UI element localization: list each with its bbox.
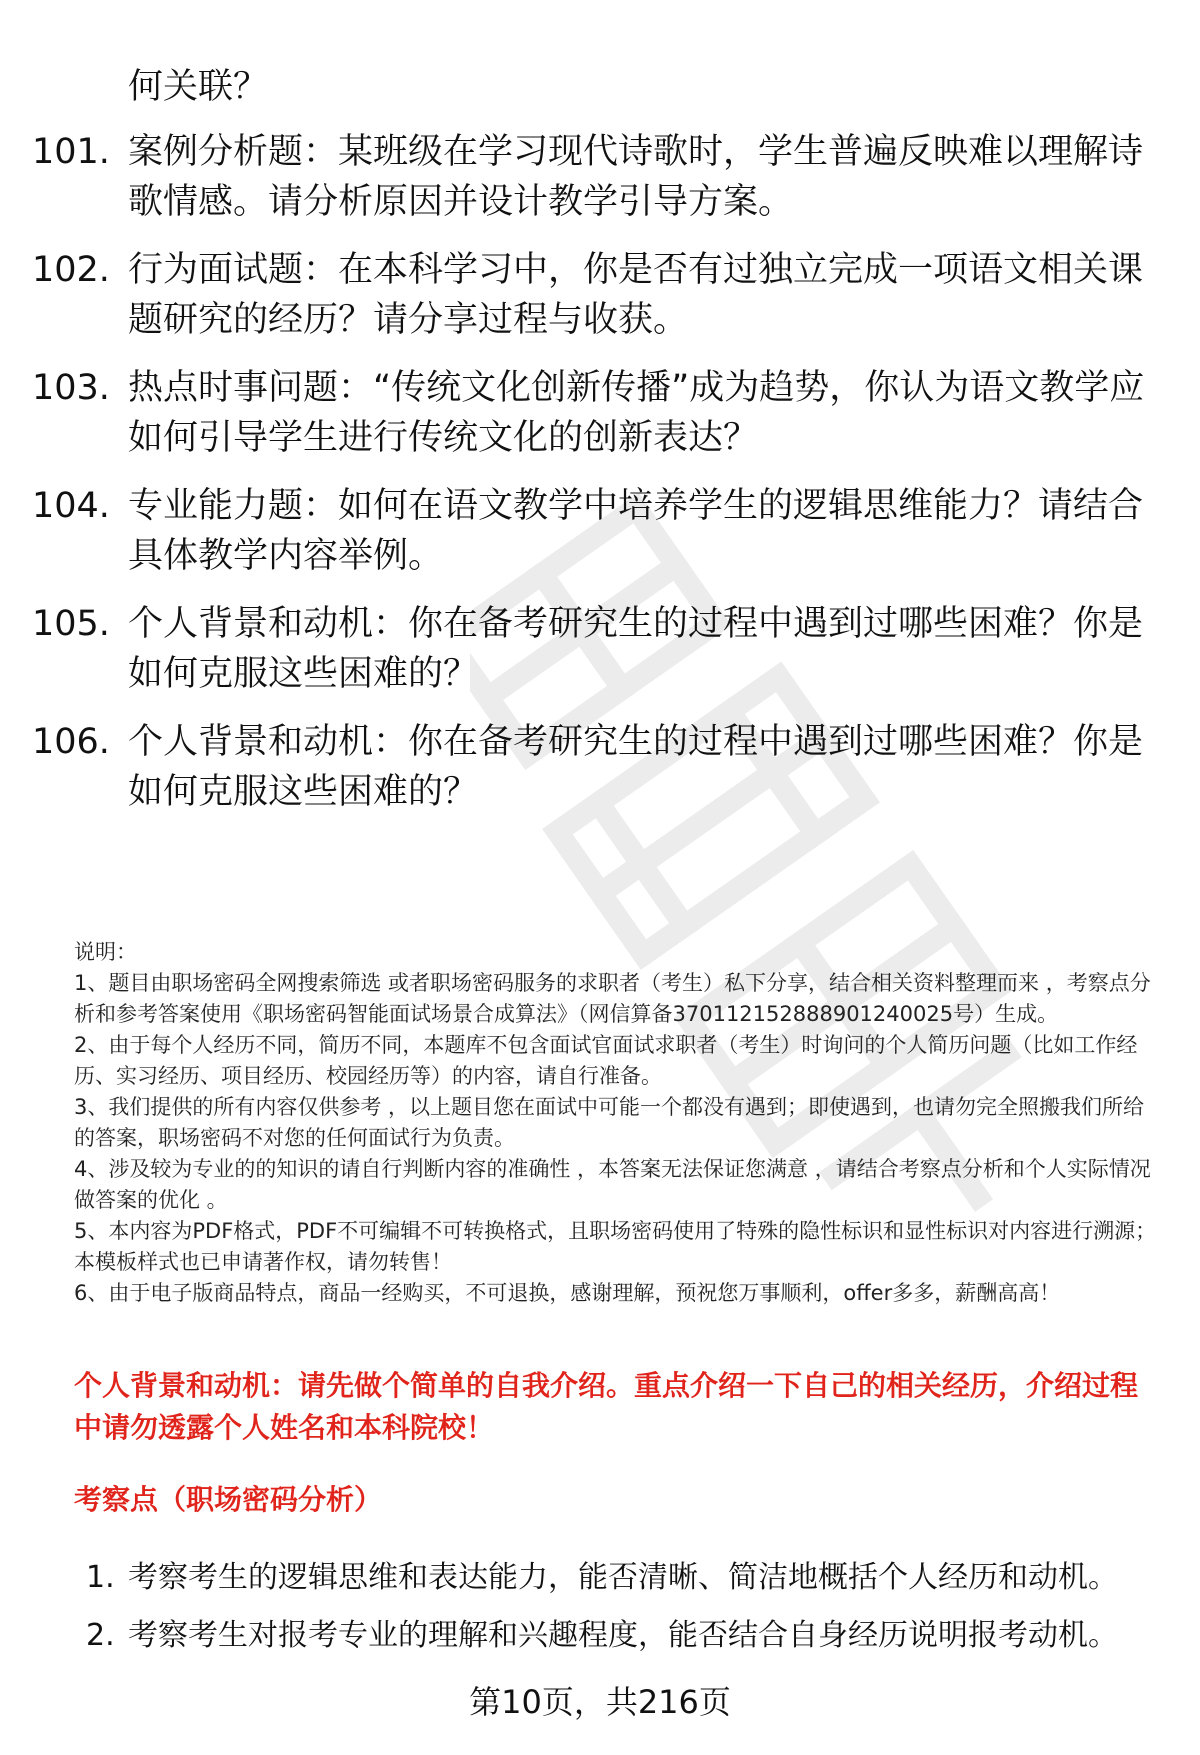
point-number: 1. <box>86 1560 115 1595</box>
highlight-question: 个人背景和动机：请先做个简单的自我介绍。重点介绍一下自己的相关经历，介绍过程中请勿透露个人姓名和本科院校！ <box>74 1369 1139 1444</box>
point-number: 2. <box>86 1618 115 1653</box>
note-item: 2、由于每个人经历不同，简历不同，本题库不包含面试官面试求职者（考生）时询问的个人简历问题（比如工作经历、实习经历、项目经历、校园经历等）的内容，请自行准备。 <box>74 1033 1138 1088</box>
question-number: 106. <box>32 722 110 762</box>
analysis-heading: 考察点（职场密码分析） <box>74 1483 383 1516</box>
question-number: 102. <box>32 250 110 290</box>
question-text: 个人背景和动机：你在备考研究生的过程中遇到过哪些困难？你是如何克服这些困难的？ <box>128 722 1144 812</box>
question-number: 104. <box>32 486 110 526</box>
question-continuation: 何关联？ <box>128 67 269 107</box>
question-text: 行为面试题：在本科学习中，你是否有过独立完成一项语文相关课题研究的经历？请分享过程与收获。 <box>128 250 1144 340</box>
question-text: 个人背景和动机：你在备考研究生的过程中遇到过哪些困难？你是如何克服这些困难的？ <box>128 604 1144 694</box>
point-text: 考察考生的逻辑思维和表达能力，能否清晰、简洁地概括个人经历和动机。 <box>128 1560 1118 1595</box>
point-text: 考察考生对报考专业的理解和兴趣程度，能否结合自身经历说明报考动机。 <box>128 1618 1118 1653</box>
note-item: 5、本内容为PDF格式，PDF不可编辑不可转换格式，且职场密码使用了特殊的隐性标识和显性标识对内容进行溯源；本模板样式也已申请著作权，请勿转售！ <box>74 1219 1157 1274</box>
notes-title: 说明： <box>74 940 137 964</box>
note-item: 1、题目由职场密码全网搜索筛选 或者职场密码服务的求职者（考生）私下分享，结合相关资料整理而来 ，考察点分析和参考答案使用《职场密码智能面试场景合成算法》（网信算备370112152888901240025号）生成。 <box>74 971 1151 1026</box>
question-number: 105. <box>32 604 110 644</box>
note-item: 3、我们提供的所有内容仅供参考 ，以上题目您在面试中可能一个都没有遇到；即使遇到，也请勿完全照搬我们所给的答案，职场密码不对您的任何面试行为负责。 <box>74 1095 1145 1150</box>
page-footer: 第10页，共216页 <box>469 1683 731 1721</box>
question-text: 案例分析题：某班级在学习现代诗歌时，学生普遍反映难以理解诗歌情感。请分析原因并设计教学引导方案。 <box>128 132 1144 222</box>
notes-section <box>74 937 1164 1309</box>
note-item: 6、由于电子版商品特点，商品一经购买，不可退换，感谢理解，预祝您万事顺利，offer多多，薪酬高高！ <box>74 1281 1061 1305</box>
question-text: 热点时事问题：“传统文化创新传播”成为趋势，你认为语文教学应如何引导学生进行传统文化的创新表达？ <box>128 368 1145 458</box>
question-number: 103. <box>32 368 110 408</box>
question-number: 101. <box>32 132 110 172</box>
note-item: 4、涉及较为专业的的知识的请自行判断内容的准确性 ，本答案无法保证您满意 ，请结合考察点分析和个人实际情况做答案的优化 。 <box>74 1157 1151 1212</box>
question-text: 专业能力题：如何在语文教学中培养学生的逻辑思维能力？请结合具体教学内容举例。 <box>128 486 1144 576</box>
